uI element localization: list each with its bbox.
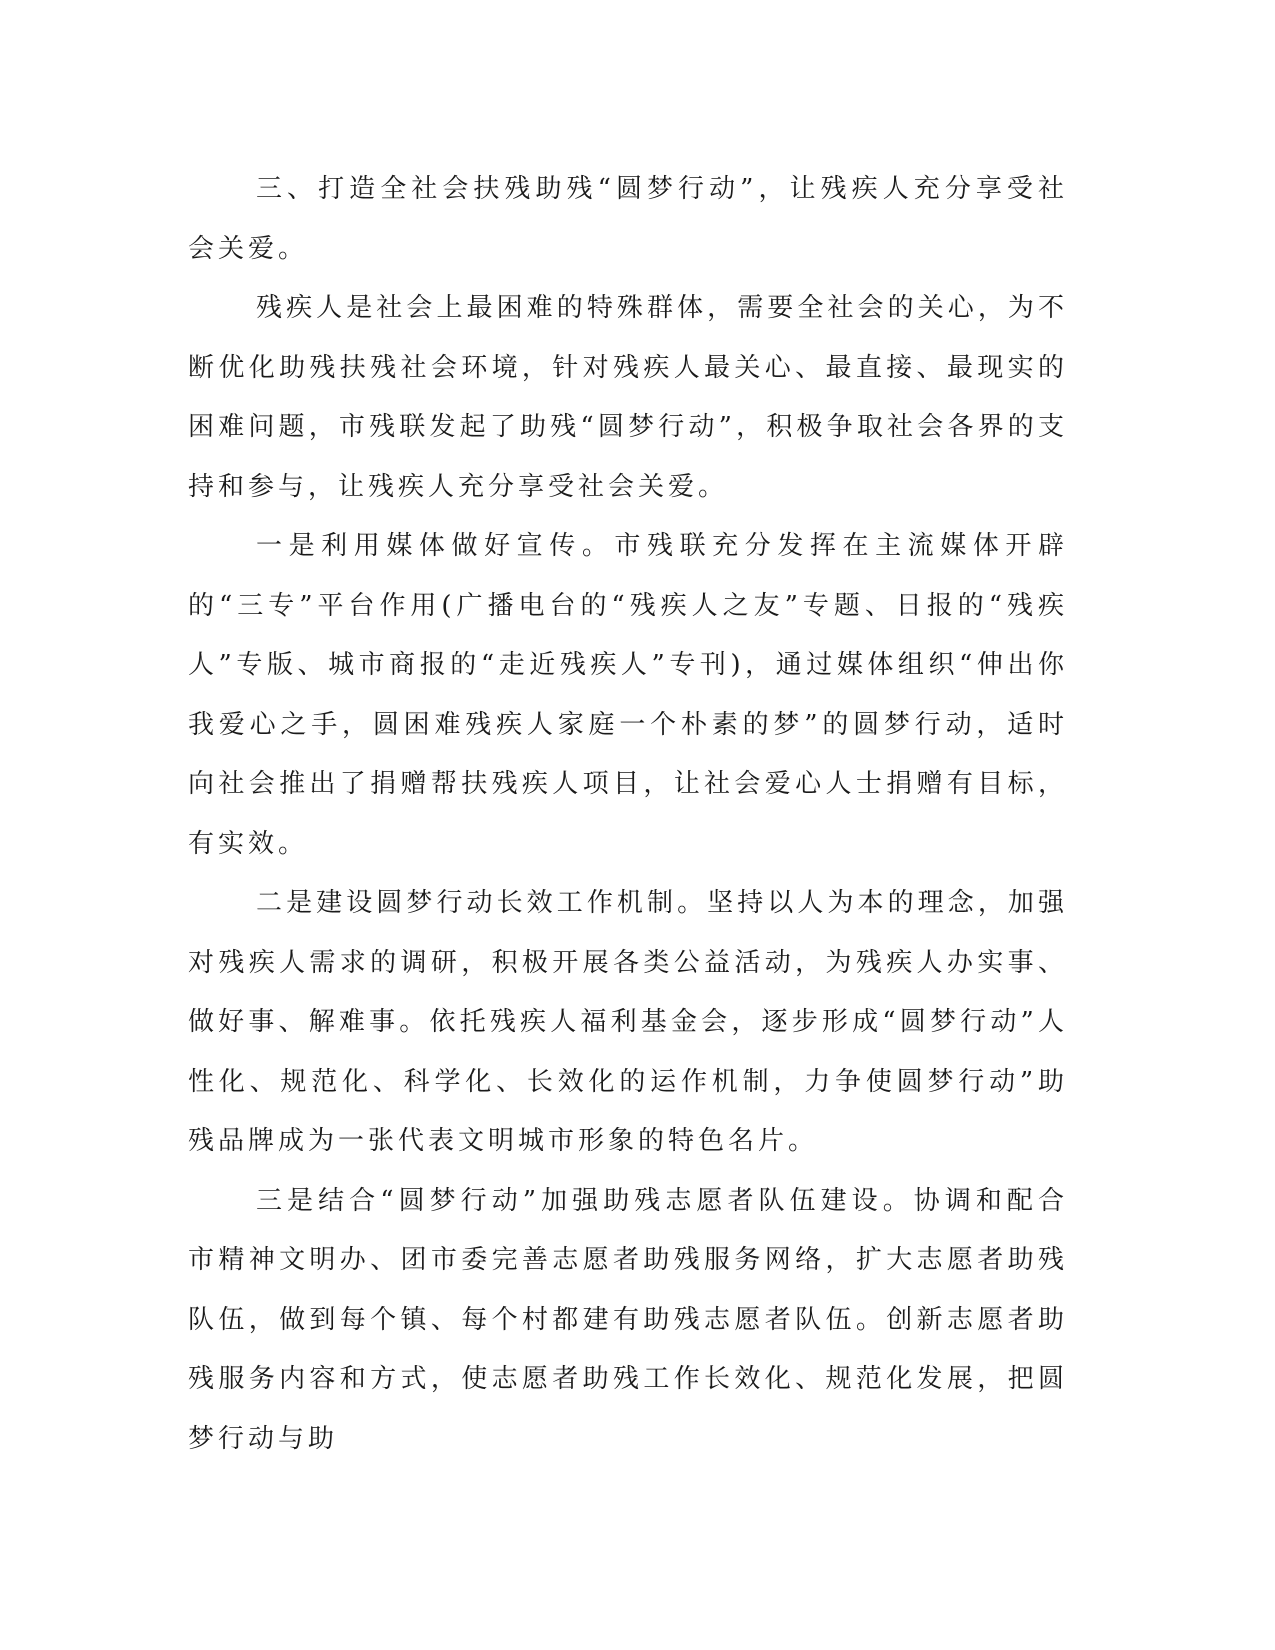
document-body <box>188 160 1068 1469</box>
intro-paragraph: 残疾人是社会上最困难的特殊群体，需要全社会的关心，为不断优化助残扶残社会环境，针对残疾人最关心、最直接、最现实的困难问题，市残联发起了助残“圆梦行动”，积极争取社会各界的支持和参与，让残疾人充分享受社会关爱。 <box>188 293 1068 502</box>
media-publicity-paragraph: 一是利用媒体做好宣传。市残联充分发挥在主流媒体开辟的“三专”平台作用(广播电台的“残疾人之友”专题、日报的“残疾人”专版、城市商报的“走近残疾人”专刊)，通过媒体组织“伸出你我爱心之手，圆困难残疾人家庭一个朴素的梦”的圆梦行动，适时向社会推出了捐赠帮扶残疾人项目，让社会爱心人士捐赠有目标，有实效。 <box>188 531 1068 859</box>
volunteer-paragraph: 三是结合“圆梦行动”加强助残志愿者队伍建设。协调和配合市精神文明办、团市委完善志愿者助残服务网络，扩大志愿者助残队伍，做到每个镇、每个村都建有助残志愿者队伍。创新志愿者助残服务内容和方式，使志愿者助残工作长效化、规范化发展，把圆梦行动与助 <box>188 1185 1068 1454</box>
mechanism-paragraph: 二是建设圆梦行动长效工作机制。坚持以人为本的理念，加强对残疾人需求的调研，积极开展各类公益活动，为残疾人办实事、做好事、解难事。依托残疾人福利基金会，逐步形成“圆梦行动”人性化、规范化、科学化、长效化的运作机制，力争使圆梦行动”助残品牌成为一张代表文明城市形象的特色名片。 <box>188 888 1068 1156</box>
section-heading-paragraph: 三、打造全社会扶残助残“圆梦行动”，让残疾人充分享受社会关爱。 <box>188 174 1068 264</box>
